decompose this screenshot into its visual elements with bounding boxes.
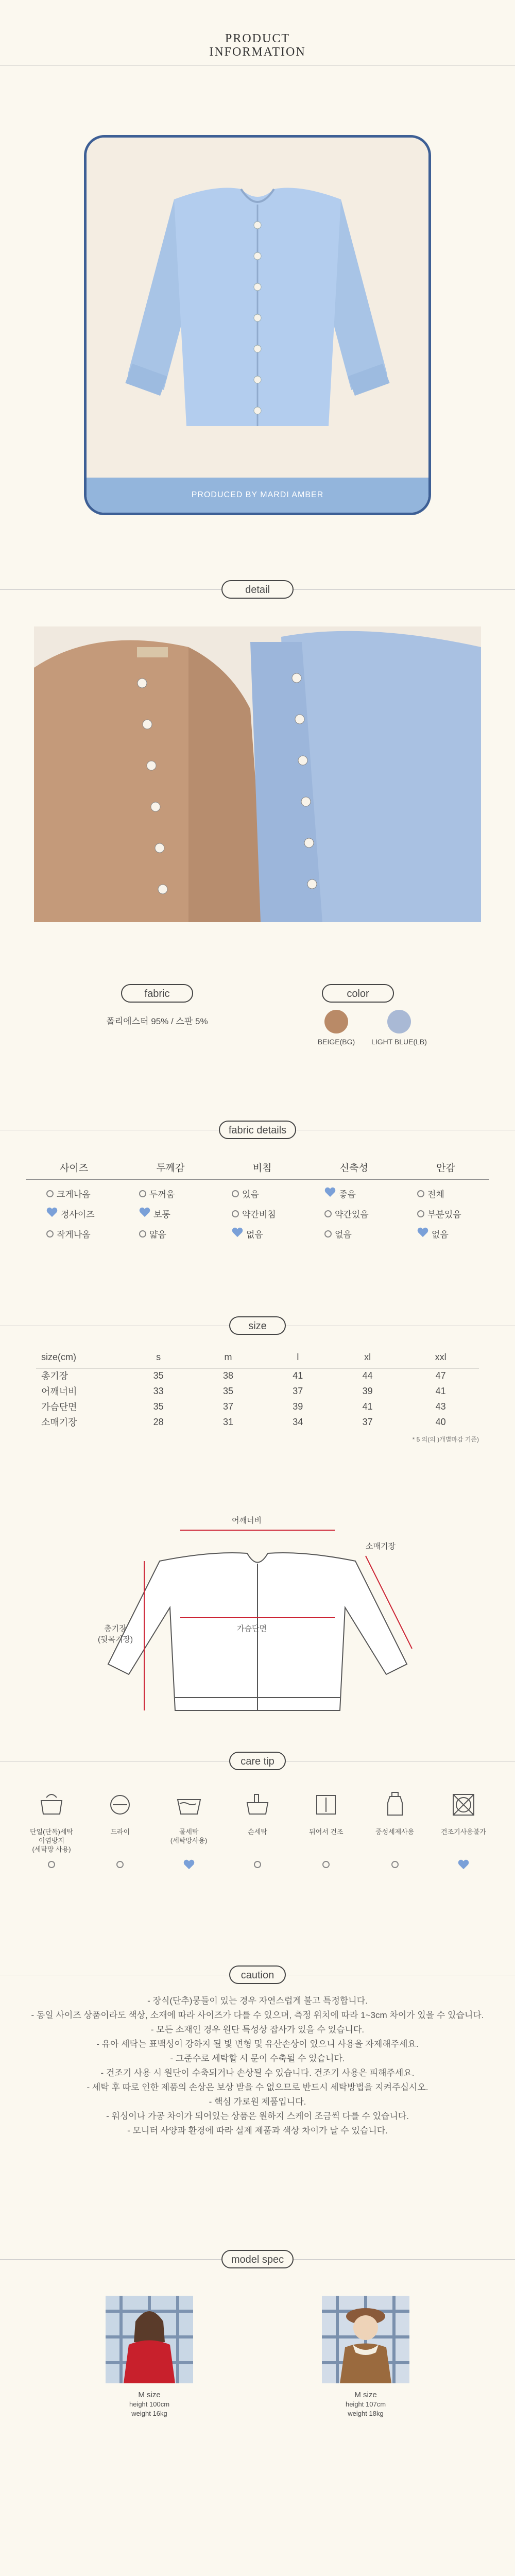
fabric-details-cell: [397, 1227, 489, 1240]
size-table-row-cell: 33: [153, 1385, 164, 1396]
size-table-row-cell: 41: [435, 1385, 446, 1396]
section-color: color: [322, 984, 394, 1003]
model-2-spec: [322, 2391, 409, 2418]
model-1-weight: weight 16kg: [131, 2410, 167, 2417]
size-table-body: [36, 1368, 479, 1430]
swatch-light-blue-dot: [387, 1010, 411, 1033]
heart-icon: [324, 1187, 336, 1200]
care-item-label: [364, 1827, 426, 1855]
fabric-details-cell: [211, 1227, 304, 1240]
size-table-row-cell: 39: [293, 1401, 303, 1412]
measure-sleeve: 소매기장: [366, 1542, 396, 1551]
no-tumble-dry-icon: [433, 1790, 494, 1821]
care-item-label-line: 뒤어서 건조: [309, 1828, 344, 1836]
caution-line: - 장식(단추)뭉들이 있는 경우 자연스럽게 불고 특정합니다.: [147, 1996, 368, 2006]
product-band: PRODUCED BY MARDI AMBER: [87, 478, 428, 513]
measurement-diagram: [77, 1494, 438, 1716]
heart-icon: [139, 1207, 150, 1220]
size-header-1: s: [156, 1352, 161, 1363]
fabric-details-cell: [397, 1187, 489, 1200]
heart-icon: [433, 1859, 494, 1872]
section-size: size: [229, 1316, 286, 1335]
circle-icon: [232, 1189, 239, 1199]
caution-list: [0, 1994, 515, 2138]
fd-header-size: 사이즈: [60, 1163, 89, 1174]
size-header-row: [36, 1347, 479, 1368]
care-icons-row: [21, 1790, 494, 1872]
size-table-row-cell: 41: [293, 1370, 303, 1381]
care-item-label: [21, 1827, 82, 1855]
fabric-details-cell-label: 부분있음: [427, 1210, 461, 1219]
model-photo-1: [106, 2296, 193, 2383]
detail-photo: [34, 626, 481, 922]
size-table-row-cell: 39: [362, 1385, 373, 1396]
model-photo-2: [322, 2296, 409, 2383]
size-header-0: size(cm): [41, 1352, 76, 1363]
measure-length-line1: 총기장: [104, 1624, 127, 1633]
circle-icon: [139, 1189, 146, 1199]
size-table-row: [36, 1368, 479, 1383]
size-table-row-cell: 41: [362, 1401, 373, 1412]
circle-icon: [417, 1189, 424, 1199]
fabric-details-cell-label: 정사이즈: [61, 1210, 95, 1219]
section-care-tip: care tip: [229, 1752, 286, 1770]
care-item-label-line: 단일(단독)세탁: [29, 1828, 73, 1836]
care-item-label-line: 물세탁: [179, 1828, 199, 1836]
size-table-row-cell: 38: [222, 1370, 233, 1381]
product-frame: [84, 135, 431, 515]
care-item-label-line: 손세탁: [248, 1828, 267, 1836]
swatch-beige-dot: [324, 1010, 348, 1033]
size-table-row-cell: 가슴단면: [41, 1402, 77, 1412]
model-2-size: M size: [354, 2391, 377, 2399]
size-header-5: xxl: [435, 1352, 447, 1363]
care-item-label: [227, 1827, 288, 1855]
circle-icon: [324, 1229, 332, 1239]
fabric-details-cell: [118, 1227, 211, 1240]
section-detail: detail: [221, 580, 294, 599]
fabric-details-cell: [397, 1207, 489, 1220]
fabric-details-cell-label: 있음: [242, 1190, 259, 1199]
model-2-height: height 107cm: [345, 2400, 386, 2408]
circle-icon: [139, 1229, 146, 1239]
care-item-label-line: 이염방지: [38, 1837, 65, 1844]
care-item: [21, 1790, 82, 1872]
fabric-details-cell: [118, 1187, 211, 1200]
circle-icon: [227, 1859, 288, 1868]
size-table-row-cell: 40: [435, 1416, 446, 1427]
size-table-row-cell: 35: [222, 1385, 233, 1396]
size-table-row-cell: 37: [293, 1385, 303, 1396]
circle-icon: [21, 1859, 82, 1868]
size-header-4: xl: [364, 1352, 371, 1363]
fabric-details-cell-label: 크게나옴: [57, 1190, 91, 1199]
size-table-row-cell: 44: [362, 1370, 373, 1381]
caution-line: - 핵심 가로원 제품입니다.: [209, 2097, 306, 2107]
size-table-row-cell: 37: [222, 1401, 233, 1412]
section-fabric-details: fabric details: [219, 1121, 296, 1139]
hand-wash-basin-icon: [227, 1790, 288, 1821]
color-swatch-light-blue[interactable]: [368, 1010, 430, 1046]
size-table-row-cell: 35: [153, 1370, 164, 1381]
fabric-composition: 폴리에스터 95% / 스판 5%: [106, 1016, 208, 1026]
fabric-details-cell: [26, 1187, 118, 1200]
fd-header-lining: 안감: [436, 1163, 455, 1174]
circle-icon: [232, 1209, 239, 1219]
size-table-row-cell: 28: [153, 1416, 164, 1427]
fabric-details-cell: [118, 1207, 211, 1220]
fabric-details-header-row: [26, 1160, 489, 1180]
heart-icon: [417, 1227, 428, 1240]
circle-icon: [46, 1189, 54, 1199]
caution-line: - 동일 사이즈 상품이라도 색상, 소재에 따라 사이즈가 다를 수 있으며, 측정 위치에 따라 1~3cm 차이가 있을 수 있습니다.: [31, 2010, 484, 2020]
fabric-details-cell-label: 좋음: [339, 1190, 356, 1199]
fabric-details-cell-label: 없음: [432, 1230, 449, 1240]
model-2-weight: weight 18kg: [348, 2410, 384, 2417]
size-table-row-cell: 31: [222, 1416, 233, 1427]
heart-icon: [158, 1859, 220, 1872]
fabric-details-cell-label: 전체: [427, 1190, 444, 1199]
circle-icon: [364, 1859, 426, 1868]
size-header-2: m: [224, 1352, 232, 1363]
care-item-label-line: 건조기사용불가: [441, 1828, 486, 1836]
care-item-label-line: (세탁망 사용): [32, 1845, 71, 1853]
size-table-row-cell: 34: [293, 1416, 303, 1427]
cardigan-illustration: [87, 138, 428, 478]
section-caution: caution: [229, 1965, 286, 1984]
neutral-detergent-icon: [364, 1790, 426, 1821]
care-item-label: [433, 1827, 494, 1855]
measure-length-line2: (뒷목기장): [98, 1635, 133, 1644]
page-title: [0, 32, 515, 59]
care-item: [433, 1790, 494, 1872]
caution-line: - 유아 세탁는 표백성이 강하지 될 빛 변형 및 유산손상이 있으니 사용을 자제해주세요.: [96, 2039, 419, 2049]
fabric-details-row: [26, 1227, 489, 1240]
fabric-details-cell: [26, 1207, 118, 1220]
circle-icon: [417, 1209, 424, 1219]
size-table-row-cell: 35: [153, 1401, 164, 1412]
care-item-label: [89, 1827, 151, 1855]
circle-icon: [89, 1859, 151, 1868]
size-table-row-cell: 37: [362, 1416, 373, 1427]
care-item-label: [158, 1827, 220, 1855]
caution-line: - 그준수로 세탁할 시 문이 수축될 수 있습니다.: [170, 2054, 345, 2063]
size-table-row-cell: 43: [435, 1401, 446, 1412]
fabric-details-row: [26, 1207, 489, 1220]
circle-icon: [295, 1859, 357, 1868]
circle-icon: [324, 1209, 332, 1219]
page-title-line1: PRODUCT: [225, 32, 290, 45]
size-table-row-cell: 소매기장: [41, 1417, 77, 1428]
size-table-row: [36, 1383, 479, 1399]
fabric-details-cell: [304, 1187, 397, 1200]
size-table-row-cell: 47: [435, 1370, 446, 1381]
no-dryclean-icon: [89, 1790, 151, 1821]
size-header-3: l: [297, 1352, 299, 1363]
size-table-row-cell: 총기장: [41, 1371, 68, 1382]
heart-icon: [46, 1207, 58, 1220]
hand-wash-icon: [21, 1790, 82, 1821]
care-item-label-line: (세탁망사용): [170, 1837, 208, 1844]
fd-header-sheer: 비침: [252, 1163, 272, 1174]
model-1-size: M size: [138, 2391, 161, 2399]
model-1-spec: [106, 2391, 193, 2418]
fabric-details-cell-label: 없음: [246, 1230, 263, 1240]
care-item-label-line: 드라이: [110, 1828, 130, 1836]
measure-shoulder: 어깨너비: [232, 1516, 262, 1525]
circle-icon: [46, 1229, 54, 1239]
caution-line: - 모니터 사양과 환경에 따라 실제 제품과 색상 차이가 날 수 있습니다.: [127, 2126, 388, 2136]
measure-length: [98, 1623, 133, 1645]
care-item-label-line: 중성세제사용: [375, 1828, 415, 1836]
caution-line: - 건조기 사용 시 원단이 수축되거나 손상될 수 있습니다. 건조기 사용은 피해주세요.: [100, 2068, 415, 2078]
fabric-details-cell: [211, 1207, 304, 1220]
fabric-details-cell-label: 얇음: [149, 1230, 166, 1240]
fabric-details-cell: [211, 1187, 304, 1200]
care-item: [364, 1790, 426, 1872]
fabric-details-table: [26, 1160, 489, 1240]
fabric-details-rows: [26, 1187, 489, 1240]
section-model-spec: model spec: [221, 2250, 294, 2268]
care-item: [227, 1790, 288, 1872]
section-fabric: fabric: [121, 984, 193, 1003]
hang-dry-icon: [295, 1790, 357, 1821]
fabric-details-cell-label: 약간비침: [242, 1210, 276, 1219]
fabric-details-cell-label: 작게나옴: [57, 1230, 91, 1240]
fabric-details-cell-label: 약간있음: [335, 1210, 369, 1219]
fabric-details-cell-label: 보통: [153, 1210, 170, 1219]
page-title-line2: INFORMATION: [209, 45, 306, 59]
size-table-row: [36, 1399, 479, 1414]
fd-header-stretch: 신축성: [339, 1163, 368, 1174]
fd-header-thickness: 두께감: [156, 1163, 185, 1174]
fabric-details-cell-label: 없음: [335, 1230, 352, 1240]
care-item: [89, 1790, 151, 1872]
size-table-row-cell: 어깨너비: [41, 1386, 77, 1397]
size-note: * 5 의(의 )개별마감 기준): [412, 1436, 479, 1443]
color-swatch-beige[interactable]: [311, 1010, 362, 1046]
fabric-details-row: [26, 1187, 489, 1200]
care-item: [158, 1790, 220, 1872]
fabric-details-cell-label: 두꺼움: [149, 1190, 175, 1199]
caution-line: - 워싱이나 가공 차이가 되어있는 상품은 원하지 스케이 조금씩 다를 수 있습니다.: [106, 2111, 409, 2121]
model-1-height: height 100cm: [129, 2400, 170, 2408]
wash-tub-icon: [158, 1790, 220, 1821]
care-item: [295, 1790, 357, 1872]
size-table: [36, 1347, 479, 1444]
measure-chest: 가슴단면: [237, 1624, 267, 1633]
care-item-label: [295, 1827, 357, 1855]
swatch-beige-label: BEIGE(BG): [317, 1038, 355, 1046]
caution-line: - 모든 소재인 경우 원단 특성상 잡사가 있을 수 있습니다.: [150, 2025, 365, 2035]
fabric-details-cell: [304, 1227, 397, 1240]
size-table-row: [36, 1414, 479, 1430]
fabric-details-cell: [304, 1207, 397, 1220]
fabric-details-cell: [26, 1227, 118, 1240]
caution-line: - 세탁 후 따로 인한 제품의 손상은 보상 받을 수 없으므로 반드시 세탁방법을 지켜주십시오.: [87, 2082, 428, 2092]
heart-icon: [232, 1227, 243, 1240]
swatch-light-blue-label: LIGHT BLUE(LB): [371, 1038, 427, 1046]
